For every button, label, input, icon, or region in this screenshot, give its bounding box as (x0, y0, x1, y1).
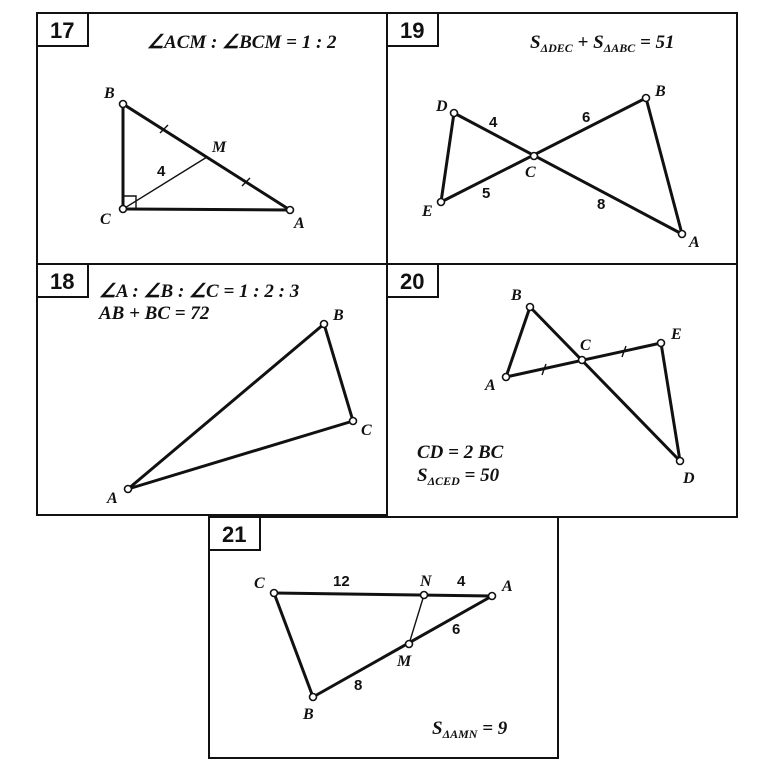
length-ec: 5 (482, 185, 491, 202)
label-c: C (361, 422, 372, 439)
point-d (677, 458, 684, 465)
problem-20-number: 20 (400, 269, 425, 294)
point-a (679, 231, 686, 238)
length-cn: 12 (333, 573, 350, 590)
label-b: B (333, 307, 344, 324)
label-d: D (436, 98, 448, 115)
label-c: C (580, 337, 591, 354)
problem-20-condition-line2: $S_{\Delta CED} = 50$ (417, 465, 500, 488)
side-ac (128, 421, 353, 489)
length-ca: 8 (597, 196, 606, 213)
side-ab (128, 324, 324, 489)
problem-19-condition: $S_{\Delta DEC} + S_{\Delta ABC} = 51$ (530, 32, 675, 55)
side-ca (274, 593, 492, 596)
label-a: A (107, 490, 118, 507)
label-a: A (689, 234, 700, 251)
point-a (503, 374, 510, 381)
label-n: N (420, 573, 432, 590)
problem-17-condition: ∠ACM : ∠BCM = 1 : 2 (147, 32, 337, 53)
side-bc (324, 324, 353, 421)
side-ba (313, 596, 492, 697)
label-m: M (212, 139, 227, 156)
problem-19-number: 19 (400, 18, 425, 43)
segment-eb (441, 98, 646, 202)
problem-17-panel (37, 13, 387, 264)
label-b: B (104, 85, 115, 102)
problem-18-number: 18 (50, 269, 75, 294)
point-c (531, 153, 538, 160)
problem-17-number: 17 (50, 18, 75, 43)
label-m: M (397, 653, 412, 670)
label-c: C (254, 575, 265, 592)
side-cb (274, 593, 313, 697)
length-mb: 8 (354, 677, 363, 694)
problem-18-panel (37, 264, 387, 515)
point-a (489, 593, 496, 600)
problem-21-panel (209, 517, 558, 758)
point-a (125, 486, 132, 493)
label-b: B (303, 706, 314, 723)
length-dc: 4 (489, 114, 498, 131)
point-c (120, 206, 127, 213)
side-de (441, 113, 454, 202)
point-b (527, 304, 534, 311)
label-b: B (511, 287, 522, 304)
length-na: 4 (457, 573, 466, 590)
point-b (120, 101, 127, 108)
point-d (451, 110, 458, 117)
length-am: 6 (452, 621, 461, 638)
label-e: E (422, 203, 433, 220)
label-c: C (100, 211, 111, 228)
length-cb: 6 (582, 109, 591, 126)
point-n (421, 592, 428, 599)
point-b (310, 694, 317, 701)
length-cm: 4 (157, 163, 166, 180)
problem-20-condition-line1: CD = 2 BC (417, 442, 504, 463)
point-c (271, 590, 278, 597)
problem-18-condition-line2: AB + BC = 72 (99, 303, 210, 324)
label-e: E (671, 326, 682, 343)
problem-21-condition: $S_{\Delta AMN} = 9$ (432, 718, 508, 741)
segment-da (454, 113, 682, 234)
point-c (350, 418, 357, 425)
point-m (406, 641, 413, 648)
label-a: A (294, 215, 305, 232)
label-a: A (502, 578, 513, 595)
side-ab (506, 307, 530, 377)
side-ca (123, 209, 290, 210)
point-e (438, 199, 445, 206)
side-ba (646, 98, 682, 234)
label-b: B (655, 83, 666, 100)
problem-21-number: 21 (222, 522, 247, 547)
point-e (658, 340, 665, 347)
point-a (287, 207, 294, 214)
label-d: D (683, 470, 695, 487)
segment-bd (530, 307, 680, 461)
point-b (643, 95, 650, 102)
problem-20-panel (387, 264, 737, 517)
point-b (321, 321, 328, 328)
point-c (579, 357, 586, 364)
label-c: C (525, 164, 536, 181)
problem-19-panel (387, 13, 737, 264)
label-a: A (485, 377, 496, 394)
problem-18-condition-line1: ∠A : ∠B : ∠C = 1 : 2 : 3 (99, 281, 300, 302)
